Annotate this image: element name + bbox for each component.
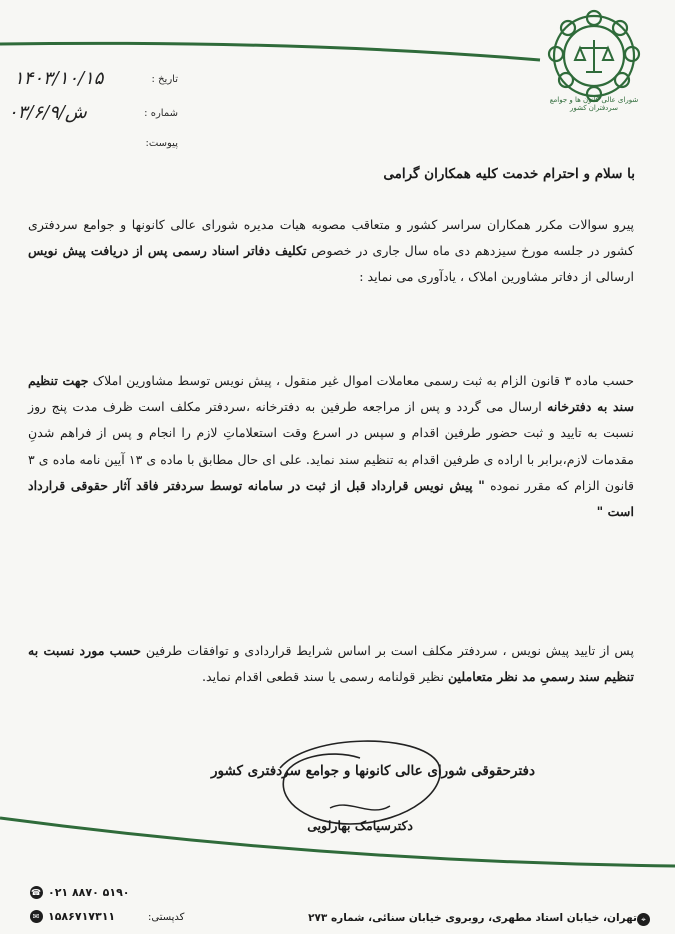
footer-divider	[0, 814, 675, 874]
postal-icon: ✉	[30, 910, 43, 923]
postal-label: کدپستی:	[148, 912, 185, 923]
p2-text-a: حسب ماده ۳ قانون الزام به ثبت رسمی معاملات اموال غیر منقول ، پیش نویس توسط مشاورین املاک	[88, 373, 634, 388]
p2-bold-quote: " پیش نویس قرارداد قبل از ثبت در سامانه توسط سردفتر فاقد آثار حقوقی قرارداد است "	[28, 477, 634, 520]
org-name: شورای عالی کانون ها و جوامع سردفتران کشور	[549, 96, 639, 112]
letter-meta	[8, 66, 178, 156]
p3-text-a: پس از تایید پیش نویس ، سردفتر مکلف است بر اساس شرایط قراردادی و توافقات طرفین	[141, 643, 634, 658]
number-label: شماره :	[144, 108, 178, 119]
date-value: ۱۴۰۳/۱۰/۱۵	[14, 68, 104, 89]
p2-text-c: ارسال می گردد و پس از مراجعه طرفین به دفترخانه ،سردفتر مکلف است ظرف مدت پنج روز نسبت به تایید و ثبت حضور طرفین اقدام و سپس در اسرع وقت استعلاماتِ لازم را انجام و پس از فراهم شدنِ مقدمات لازم،برابر با اراده ی طرفین اقدام به تنظیم سند نماید. علی ای حال مطابق با ماده ی ۱۳ آیین نامه ماده ی ۳ قانون الزام که مقرر نموده	[28, 399, 635, 493]
signature-name: دکترسیامک بهارلویی	[307, 818, 413, 833]
p1-text-a: پیرو سوالات مکرر همکاران سراسر کشور و متعاقب مصوبه هیات مدیره شورای عالی کانونها و جوامع سردفتری کشور در جلسه مورخ سیزدهم دی ماه سال جاری در خصوص	[28, 217, 634, 259]
p3-bold: حسب مورد نسبت به تنظیم سند رسمیِ مد نظر متعاملین	[28, 643, 634, 685]
postal-row	[30, 910, 115, 923]
number-value: ۰۳/۶/ش/۹	[8, 102, 87, 123]
postal-code: ۱۵۸۶۷۱۷۳۱۱	[48, 910, 116, 923]
location-icon: ⌖	[637, 913, 650, 926]
date-label: تاریخ :	[151, 74, 178, 85]
phone-number: ۰۲۱ ۸۸۷۰ ۵۱۹۰	[48, 886, 130, 899]
p2-bold-a: جهت تنظیم سند به دفترخانه	[28, 373, 634, 415]
greeting: با سلام و احترام خدمت کلیه همکاران گرامی	[383, 166, 635, 182]
p3-text-c: نظیر قولنامه رسمی یا سند قطعی اقدام نماید.	[202, 669, 448, 685]
p1-text-c: ارسالی از دفاتر مشاورین املاک ، یادآوری می نماید :	[359, 269, 634, 285]
paragraph-2	[28, 368, 634, 525]
phone-icon: ☎	[31, 888, 42, 897]
signature-office: دفترحقوقی شورای عالی کانونها و جوامع سردفتری کشور	[210, 763, 535, 779]
attachment-label: پیوست:	[145, 138, 178, 149]
p1-bold: تکلیف دفاتر اسناد رسمی پس از دریافت پیش نویس	[28, 243, 307, 259]
footer	[0, 870, 675, 934]
paragraph-3	[28, 638, 634, 690]
phone-row	[30, 886, 130, 899]
paragraph-1	[28, 212, 634, 291]
address: تهران، خیابان استاد مطهری، روبروی خیابان سنائی، شماره ۲۷۳	[308, 912, 637, 924]
